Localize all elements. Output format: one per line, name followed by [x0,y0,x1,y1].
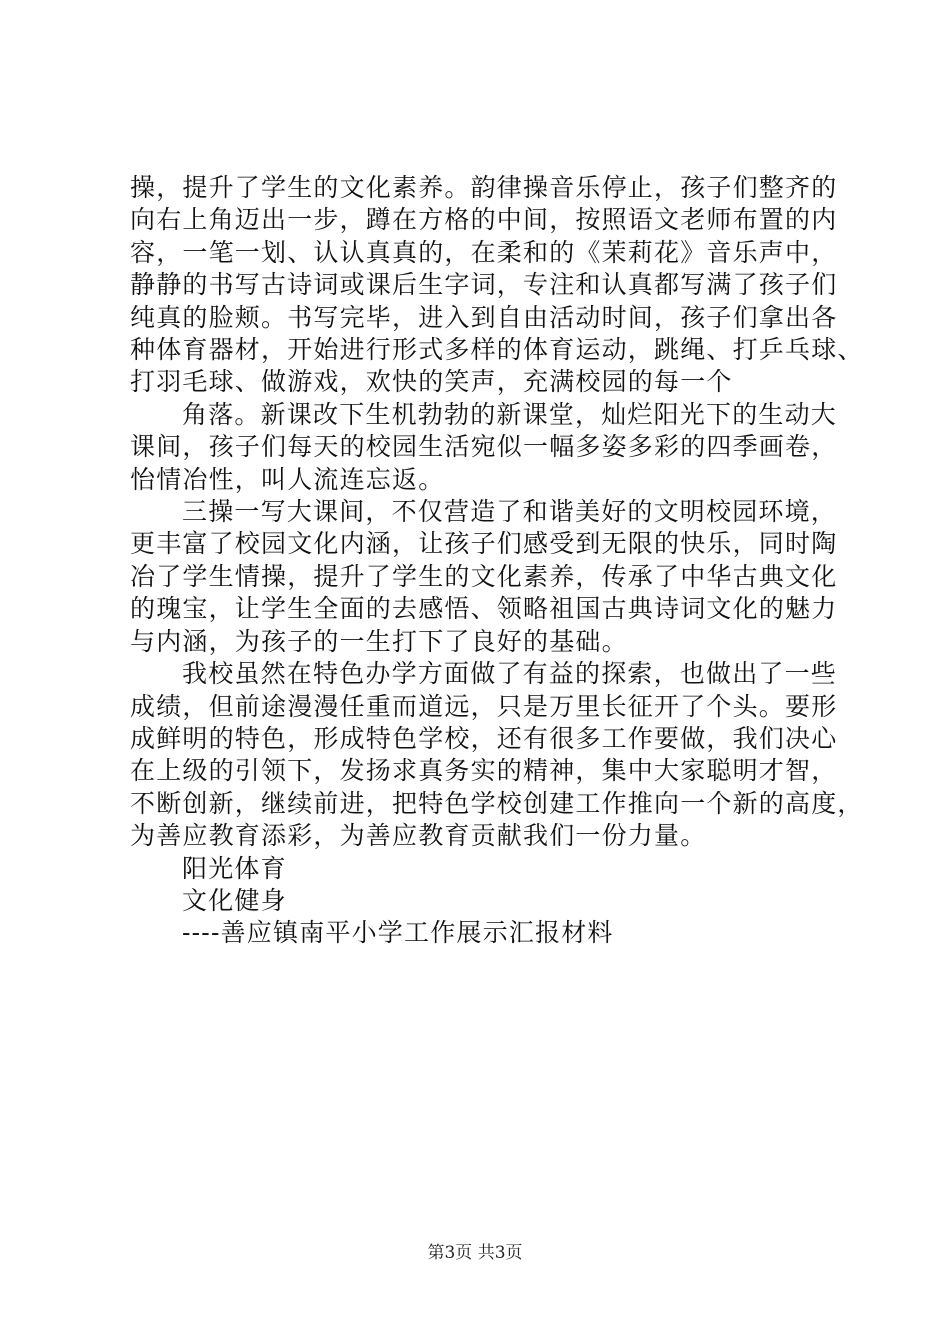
text-line: 向右上角迈出一步，蹲在方格的中间，按照语文老师布置的内 [130,205,838,235]
slogan-sunshine-sports [130,853,830,885]
text-line: 与内涵，为孩子的一生打下了良好的基础。 [130,626,628,656]
text-line: 打羽毛球、做游戏，欢快的笑声，充满校园的每一个 [130,367,733,397]
text-line: 在上级的引领下，发扬求真务实的精神，集中大家聪明才智， [130,756,838,786]
text-line: 成鲜明的特色，形成特色学校，还有很多工作要做，我们决心 [130,723,838,753]
text-line: 文化健身 [182,885,287,915]
text-line: 我校虽然在特色办学方面做了有益的探索，也做出了一些 [182,659,838,689]
text-line: 纯真的脸颊。书写完毕，进入到自由活动时间，孩子们拿出各 [130,302,838,332]
document-body [130,172,864,950]
text-line: 阳光体育 [182,853,287,883]
text-line: 静静的书写古诗词或课后生字词，专注和认真都写满了孩子们 [130,270,838,300]
text-line: 种体育器材，开始进行形式多样的体育运动，跳绳、打乒乓球、 [130,335,864,365]
text-line: 怡情冶性，叫人流连忘返。 [130,464,445,494]
text-line: 成绩，但前途漫漫任重而道远，只是万里长征开了个头。要形 [130,691,838,721]
paragraph-exercise-writing [130,172,864,399]
text-line: 更丰富了校园文化内涵，让孩子们感受到无限的快乐，同时陶 [130,529,838,559]
slogan-culture-fitness [130,885,830,917]
text-line: ----善应镇南平小学工作展示汇报材料 [182,918,614,948]
text-line: 操，提升了学生的文化素养。韵律操音乐停止，孩子们整齐的 [130,173,838,202]
text-line: 的瑰宝，让学生全面的去感悟、领略祖国古典诗词文化的魅力 [130,594,838,624]
text-line: 课间，孩子们每天的校园生活宛似一幅多姿多彩的四季画卷， [130,432,838,462]
paragraph-conclusion [130,658,864,852]
text-line: 为善应教育添彩，为善应教育贡献我们一份力量。 [130,821,707,851]
text-line: 三操一写大课间，不仅营造了和谐美好的文明校园环境， [182,497,838,527]
document-source [130,917,830,949]
text-line: 冶了学生情操，提升了学生的文化素养，传承了中华古典文化 [130,561,838,591]
text-line: 角落。新课改下生机勃勃的新课堂，灿烂阳光下的生动大 [182,399,838,429]
text-line: 不断创新，继续前进，把特色学校创建工作推向一个新的高度， [130,788,864,818]
page-number-footer: 第3页 共3页 [427,1243,523,1263]
text-line: 容，一笔一划、认认真真的，在柔和的《茉莉花》音乐声中， [130,237,838,267]
paragraph-three-exercises [130,496,838,658]
paragraph-corner [130,399,838,496]
